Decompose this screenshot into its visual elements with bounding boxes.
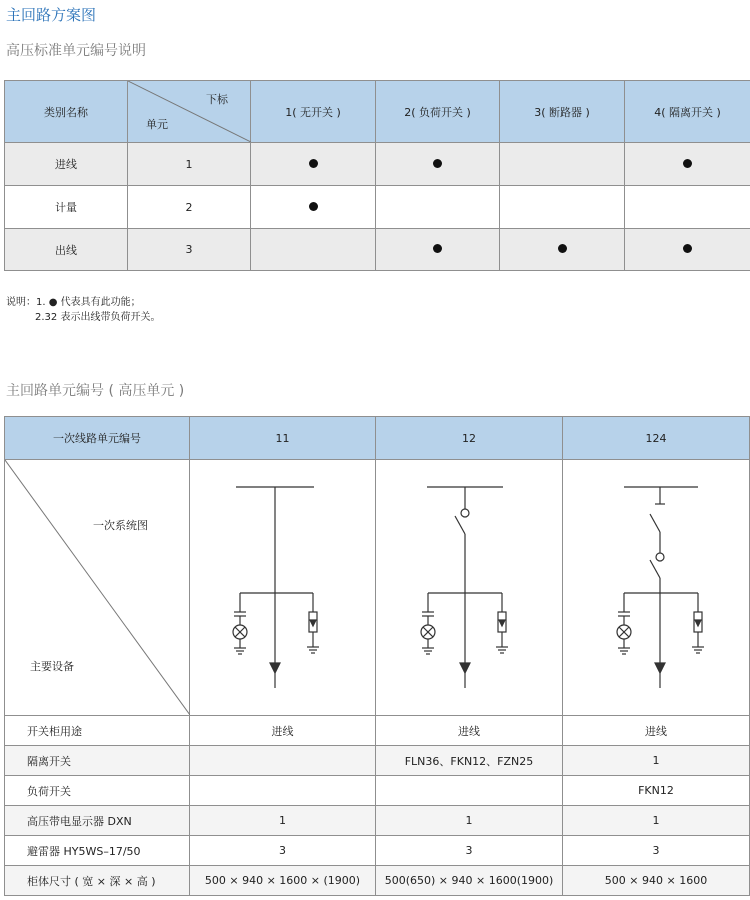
table-header-row (5, 81, 750, 143)
cell-value (190, 776, 376, 806)
row-name: 进线 (5, 143, 128, 186)
row-label: 负荷开关 (5, 776, 190, 806)
cell-value: 500 × 940 × 1600 × (1900) (190, 866, 376, 896)
page-title: 主回路方案图 (6, 6, 97, 24)
mark-cell (251, 143, 376, 186)
main-circuit-table (4, 416, 750, 896)
unit-code-table (4, 80, 750, 271)
filled-dot-icon (683, 244, 692, 253)
table-row (5, 746, 750, 776)
table-row (5, 836, 750, 866)
cell-value (376, 776, 563, 806)
filled-dot-icon (683, 159, 692, 168)
cell-value: 1 (190, 806, 376, 836)
cell-value: 500(650) × 940 × 1600(1900) (376, 866, 563, 896)
single-line-diagram-12 (376, 460, 563, 716)
filled-dot-icon (309, 159, 318, 168)
row-name: 出线 (5, 229, 128, 271)
cell-value: 1 (376, 806, 563, 836)
header-col-1: 1( 无开关 ) (251, 81, 376, 143)
header-subscript: 下标 (206, 93, 228, 106)
single-line-diagram-124 (563, 460, 750, 716)
header-category: 类别名称 (5, 81, 128, 143)
mark-cell (625, 229, 750, 271)
table-row (5, 806, 750, 836)
row-unit: 1 (128, 143, 251, 186)
cell-value: FKN12 (563, 776, 750, 806)
cell-value: 1 (563, 806, 750, 836)
header-col-2: 2( 负荷开关 ) (376, 81, 500, 143)
diagram-label: 一次系统图 (93, 519, 148, 532)
row-unit: 3 (128, 229, 251, 271)
circuit-diagram-icon (190, 460, 376, 715)
row-label: 避雷器 HY5WS–17/50 (5, 836, 190, 866)
circuit-diagram-icon (376, 460, 563, 715)
cell-value: 3 (376, 836, 563, 866)
cell-value: 1 (563, 746, 750, 776)
table-row (5, 229, 750, 271)
diagonal-line (128, 81, 251, 142)
table-row (5, 186, 750, 229)
diagram-row (5, 460, 750, 716)
cell-value: FLN36、FKN12、FZN25 (376, 746, 563, 776)
mark-cell (251, 186, 376, 229)
cell-value: 进线 (376, 716, 563, 746)
unit-number: 11 (190, 417, 376, 460)
header-unit-label: 一次线路单元编号 (5, 417, 190, 460)
note-line-1: 说明：1. ● 代表具有此功能； (6, 297, 141, 308)
row-label: 高压带电显示器 DXN (5, 806, 190, 836)
row-label: 开关柜用途 (5, 716, 190, 746)
filled-dot-icon (433, 159, 442, 168)
diagonal-line (5, 460, 190, 715)
cell-value (190, 746, 376, 776)
equipment-label: 主要设备 (30, 660, 74, 673)
unit-number: 12 (376, 417, 563, 460)
cell-value: 进线 (190, 716, 376, 746)
table-row (5, 716, 750, 746)
note-line-2: 2.32 表示出线带负荷开关。 (35, 312, 161, 323)
mark-cell (500, 143, 625, 186)
filled-dot-icon (309, 202, 318, 211)
header-diagonal-cell (128, 81, 251, 143)
row-unit: 2 (128, 186, 251, 229)
mark-cell (376, 186, 500, 229)
header-col-3: 3( 断路器 ) (500, 81, 625, 143)
row-label: 柜体尺寸 ( 宽 × 深 × 高 ) (5, 866, 190, 896)
mark-cell (500, 186, 625, 229)
single-line-diagram-11 (190, 460, 376, 716)
table-row (5, 776, 750, 806)
circuit-diagram-icon (563, 460, 750, 715)
header-col-4: 4( 隔离开关 ) (625, 81, 750, 143)
mark-cell (500, 229, 625, 271)
table-header-row (5, 417, 750, 460)
row-label: 隔离开关 (5, 746, 190, 776)
section2-title: 主回路单元编号 ( 高压单元 ) (6, 383, 185, 399)
section1-title: 高压标准单元编号说明 (6, 43, 146, 59)
diagram-label-cell (5, 460, 190, 716)
cell-value: 500 × 940 × 1600 (563, 866, 750, 896)
mark-cell (251, 229, 376, 271)
mark-cell (625, 186, 750, 229)
mark-cell (376, 143, 500, 186)
mark-cell (625, 143, 750, 186)
cell-value: 3 (563, 836, 750, 866)
table-row (5, 866, 750, 896)
cell-value: 3 (190, 836, 376, 866)
cell-value: 进线 (563, 716, 750, 746)
filled-dot-icon (433, 244, 442, 253)
header-unit: 单元 (146, 118, 168, 131)
filled-dot-icon (558, 244, 567, 253)
row-name: 计量 (5, 186, 128, 229)
mark-cell (376, 229, 500, 271)
table-row (5, 143, 750, 186)
unit-number: 124 (563, 417, 750, 460)
